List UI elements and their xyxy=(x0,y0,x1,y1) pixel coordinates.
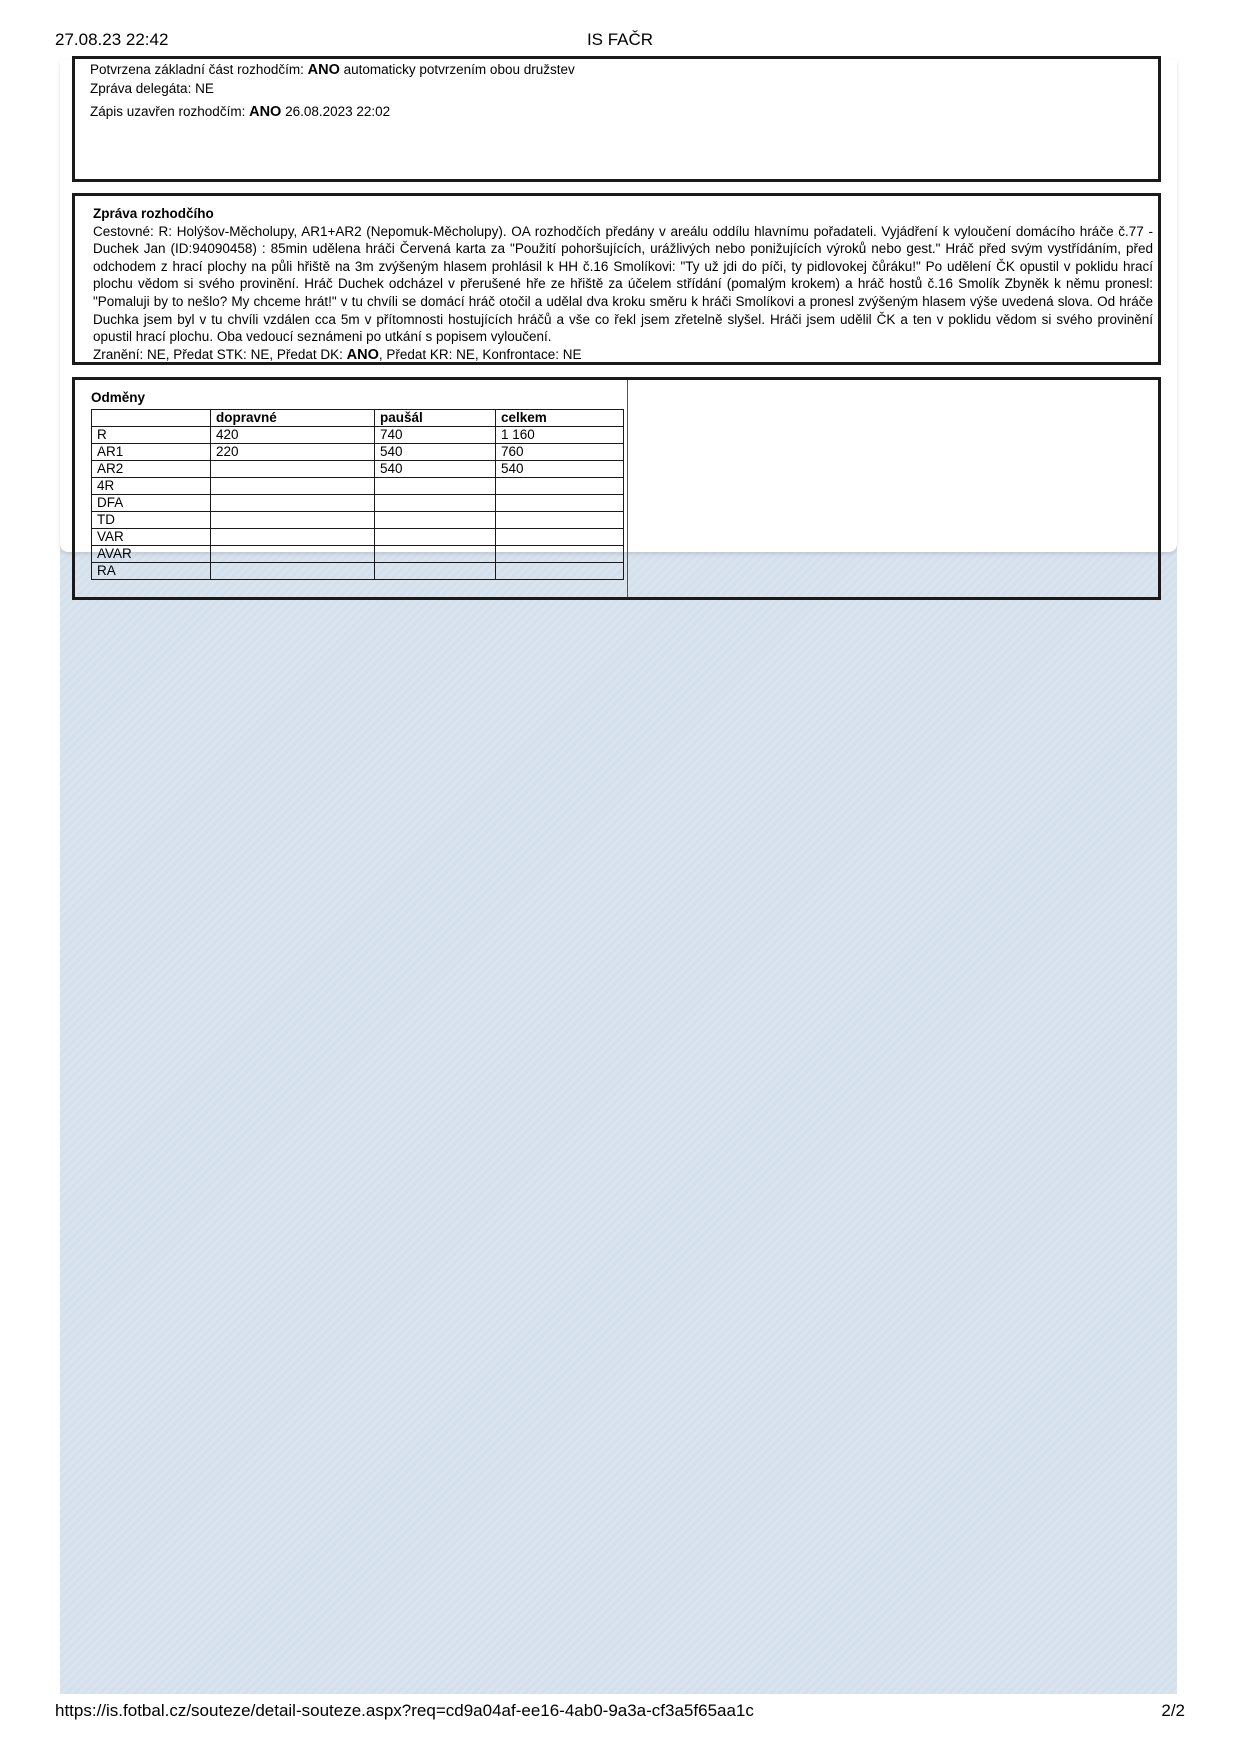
flags-dk-value: ANO xyxy=(346,346,379,363)
transport-cell xyxy=(211,545,375,562)
fee-cell xyxy=(375,528,496,545)
transport-cell xyxy=(211,460,375,477)
table-row xyxy=(92,545,624,562)
role-cell: TD xyxy=(92,511,211,528)
transport-cell xyxy=(211,528,375,545)
closed-value: ANO xyxy=(249,104,282,121)
referee-report-heading: Zpráva rozhodčího xyxy=(93,206,214,221)
table-row xyxy=(92,460,624,477)
table-row xyxy=(92,511,624,528)
referee-report-flags xyxy=(93,346,1153,365)
status-box xyxy=(72,56,1161,182)
rewards-heading: Odměny xyxy=(91,390,146,405)
confirmed-value: ANO xyxy=(307,62,340,78)
role-cell: AVAR xyxy=(92,545,211,562)
referee-report-box xyxy=(72,193,1161,365)
total-cell xyxy=(496,528,624,545)
rewards-section xyxy=(75,380,628,597)
table-row xyxy=(92,494,624,511)
closed-datetime: 26.08.2023 22:02 xyxy=(285,104,391,120)
total-cell xyxy=(496,494,624,511)
rewards-col-header: dopravné xyxy=(211,409,375,426)
transport-cell xyxy=(211,511,375,528)
print-header xyxy=(55,30,1185,52)
table-row xyxy=(92,426,624,443)
print-footer xyxy=(55,1701,1185,1723)
fee-cell xyxy=(375,494,496,511)
role-cell: AR2 xyxy=(92,460,211,477)
transport-cell xyxy=(211,477,375,494)
rewards-table xyxy=(91,409,624,580)
flags-before: Zranění: NE, Předat STK: NE, Předat DK: xyxy=(93,346,343,362)
transport-cell: 220 xyxy=(211,443,375,460)
closed-line xyxy=(90,103,1143,122)
page-number: 2/2 xyxy=(1161,1701,1185,1720)
transport-cell xyxy=(211,562,375,579)
total-cell: 540 xyxy=(496,460,624,477)
total-cell: 1 160 xyxy=(496,426,624,443)
table-row xyxy=(92,528,624,545)
total-cell xyxy=(496,545,624,562)
transport-cell: 420 xyxy=(211,426,375,443)
total-cell xyxy=(496,477,624,494)
rewards-header-row xyxy=(92,409,624,426)
rewards-col-header: paušál xyxy=(375,409,496,426)
role-cell: AR1 xyxy=(92,443,211,460)
role-cell: 4R xyxy=(92,477,211,494)
confirmed-label: Potvrzena základní část rozhodčím: xyxy=(90,62,304,77)
referee-report-text: Cestovné: R: Holýšov-Měcholupy, AR1+AR2 (Nepomuk-Měcholupy). OA rozhodčích předány v areálu oddílu hlavnímu pořadateli. Vyjádření k vyloučení domácího hráče č.77 - Duchek Jan (ID:94090458) : 85min udělena hráči Červená karta za "Použití pohoršujících, urážlivých nebo ponižujících výroků nebo gest." Hráč před svým vystřídáním, před odchodem z hrací plochy na půli hřiště na 3m zvýšeným hlasem prohlásil k HH č.16 Smolíkovi: "Ty už jdi do píči, ty pidlovokej čůráku!" Po udělení ČK opustil v poklidu hrací plochu vědom si svého provinění. Hráč Duchek odcházel v přerušené hře ze hřiště za účelem střídání (pomalým krokem) a hráč hostů č.16 Smolík Zbyněk k němu pronesl: "Pomaluji by to nešlo? My chceme hrát!" v tu chvíli se domácí hráč otočil a udělal dva kroku směru k hráči Smolíkovi a pronesl zvýšeným hlasem výše uvedená slova. Od hráče Duchka jsem byl v tu chvíli vzdálen cca 5m v přítomnosti hostujících hráčů a vše co řekl jsem zřetelně slyšel. Hráči jsem udělil ČK a ten v poklidu vědom si svého provinění opustil hrací plochu. Oba vedoucí seznámeni po utkání s popisem vyloučení. xyxy=(93,223,1153,345)
delegate-report-line: Zpráva delegáta: NE xyxy=(90,80,214,96)
flags-after: , Předat KR: NE, Konfrontace: NE xyxy=(378,346,582,362)
fee-cell: 540 xyxy=(375,443,496,460)
role-cell: R xyxy=(92,426,211,443)
print-url: https://is.fotbal.cz/souteze/detail-souteze.aspx?req=cd9a04af-ee16-4ab0-9a3a-cf3a5f65aa1c xyxy=(55,1701,754,1720)
rewards-box xyxy=(72,377,1161,600)
fee-cell: 540 xyxy=(375,460,496,477)
role-cell: VAR xyxy=(92,528,211,545)
print-datetime: 27.08.23 22:42 xyxy=(55,30,169,49)
fee-cell: 740 xyxy=(375,426,496,443)
fee-cell xyxy=(375,477,496,494)
closed-label: Zápis uzavřen rozhodčím: xyxy=(90,104,246,120)
print-title: IS FAČR xyxy=(586,30,654,49)
table-row xyxy=(92,477,624,494)
transport-cell xyxy=(211,494,375,511)
table-row xyxy=(92,562,624,579)
total-cell: 760 xyxy=(496,443,624,460)
fee-cell xyxy=(375,511,496,528)
fee-cell xyxy=(375,545,496,562)
fee-cell xyxy=(375,562,496,579)
total-cell xyxy=(496,511,624,528)
confirmed-note: automaticky potvrzením obou družstev xyxy=(343,62,575,77)
rewards-col-header xyxy=(92,409,211,426)
role-cell: DFA xyxy=(92,494,211,511)
rewards-col-header: celkem xyxy=(496,409,624,426)
table-row xyxy=(92,443,624,460)
total-cell xyxy=(496,562,624,579)
confirmed-line xyxy=(90,61,1143,80)
report-card xyxy=(60,60,1177,578)
role-cell: RA xyxy=(92,562,211,579)
